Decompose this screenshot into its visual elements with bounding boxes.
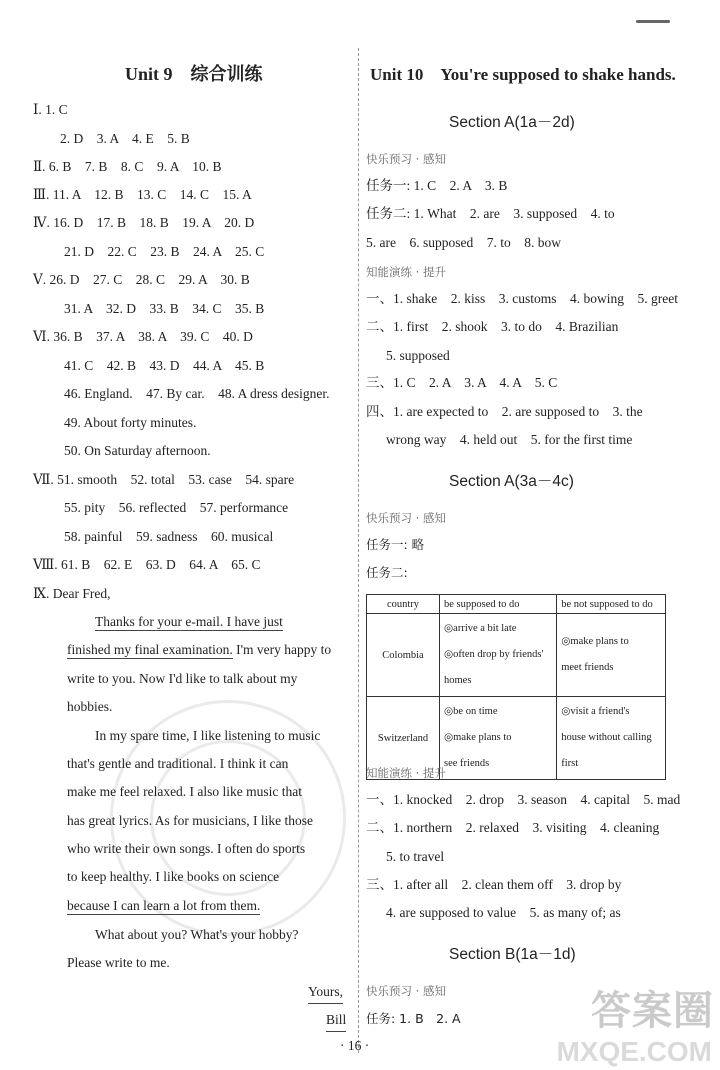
table-cell-country: Switzerland bbox=[367, 697, 440, 780]
practice-line: 四、1. are expected to 2. are supposed to 3. the bbox=[366, 404, 643, 419]
letter-line-underlined: finished my final examination. bbox=[67, 642, 233, 657]
letter-signature: Bill bbox=[326, 1010, 346, 1032]
table-cell-line: first bbox=[561, 758, 579, 769]
table-cell-line: see friends bbox=[444, 758, 490, 769]
table-header-cell: country bbox=[367, 595, 440, 614]
s3-task: 任务: 1. B 2. A bbox=[366, 1011, 461, 1026]
answer-line: 55. pity 56. reflected 57. performance bbox=[64, 500, 289, 515]
table-cell-not bbox=[557, 697, 666, 780]
answer-line: 21. D 22. C 23. B 24. A 25. C bbox=[64, 244, 265, 259]
table-cell-line: ◎often drop by friends' bbox=[444, 649, 544, 660]
table-cell-do bbox=[440, 697, 557, 780]
table-cell-line: house without calling bbox=[561, 732, 652, 743]
answer-line: 41. C 42. B 43. D 44. A 45. B bbox=[64, 358, 265, 373]
answer-line: Ⅷ. 61. B 62. E 63. D 64. A 65. C bbox=[33, 557, 261, 572]
letter-line: who write their own songs. I often do sports bbox=[67, 841, 306, 856]
table-cell-do bbox=[440, 614, 557, 697]
answer-line: Ⅴ. 26. D 27. C 28. C 29. A 30. B bbox=[33, 272, 250, 287]
practice-line: 三、1. C 2. A 3. A 4. A 5. C bbox=[366, 375, 558, 390]
watermark-url: MXQE.COM bbox=[556, 1036, 712, 1067]
answer-line: Ⅵ. 36. B 37. A 38. A 39. C 40. D bbox=[33, 329, 253, 344]
practice-subheading-2: 知能演练 · 提升 bbox=[366, 766, 446, 780]
table-cell-line: ◎make plans to bbox=[561, 636, 629, 647]
letter-line-underlined: because I can learn a lot from them. bbox=[67, 898, 261, 913]
letter-line: What about you? What's your hobby? bbox=[95, 927, 299, 942]
watermark-logo: 答案圈 bbox=[591, 989, 714, 1033]
practice-line: 5. supposed bbox=[386, 348, 450, 363]
practice-line: 5. to travel bbox=[386, 849, 445, 864]
practice-line: 一、1. knocked 2. drop 3. season 4. capital 5. mad bbox=[366, 792, 681, 807]
letter-line: write to you. Now I'd like to talk about my bbox=[67, 671, 298, 686]
preview-subheading: 快乐预习 · 感知 bbox=[366, 152, 446, 166]
practice-line: 一、1. shake 2. kiss 3. customs 4. bowing 5. greet bbox=[366, 291, 678, 306]
letter-line: that's gentle and traditional. I think it can bbox=[67, 756, 289, 771]
letter-closing: Yours, bbox=[308, 982, 343, 1004]
letter-line-underlined: Thanks for your e-mail. I have just bbox=[95, 614, 283, 629]
table-cell-line: ◎make plans to bbox=[444, 732, 512, 743]
letter-line: to keep healthy. I like books on science bbox=[67, 869, 280, 884]
answer-line: Ⅲ. 11. A 12. B 13. C 14. C 15. A bbox=[33, 187, 252, 202]
customs-table bbox=[366, 594, 666, 780]
left-title: Unit 9 综合训练 bbox=[125, 64, 263, 84]
answer-line: Ⅱ. 6. B 7. B 8. C 9. A 10. B bbox=[33, 159, 222, 174]
letter-line bbox=[67, 896, 260, 916]
table-row bbox=[367, 614, 666, 697]
practice-line: wrong way 4. held out 5. for the first time bbox=[386, 432, 633, 447]
page-number: · 16 · bbox=[340, 1038, 370, 1053]
practice-line: 二、1. northern 2. relaxed 3. visiting 4. cleaning bbox=[366, 820, 660, 835]
table-cell-line: ◎arrive a bit late bbox=[444, 623, 517, 634]
letter-line bbox=[67, 640, 331, 660]
practice-subheading: 知能演练 · 提升 bbox=[366, 265, 446, 279]
table-header-cell: be supposed to do bbox=[440, 595, 557, 614]
table-cell-line: ◎visit a friend's bbox=[561, 706, 630, 717]
answer-line: 58. painful 59. sadness 60. musical bbox=[64, 529, 274, 544]
practice-line: 三、1. after all 2. clean them off 3. drop by bbox=[366, 877, 622, 892]
table-cell-not bbox=[557, 614, 666, 697]
practice-line: 4. are supposed to value 5. as many of; as bbox=[386, 905, 621, 920]
s2-task2: 任务二: bbox=[366, 565, 408, 580]
practice-line: 二、1. first 2. shook 3. to do 4. Brazilian bbox=[366, 319, 619, 334]
table-header-row bbox=[367, 595, 666, 614]
table-cell-country: Colombia bbox=[367, 614, 440, 697]
task-line: 任务一: 1. C 2. A 3. B bbox=[366, 178, 508, 193]
right-title: Unit 10 You're supposed to shake hands. bbox=[370, 65, 676, 84]
letter-line: has great lyrics. As for musicians, I like those bbox=[67, 813, 313, 828]
section-a1-heading: Section A(1a－2d) bbox=[449, 114, 575, 131]
task-line: 任务二: 1. What 2. are 3. supposed 4. to bbox=[366, 206, 615, 221]
table-cell-line: homes bbox=[444, 675, 472, 686]
letter-line: Please write to me. bbox=[67, 955, 170, 970]
letter-line: In my spare time, I like listening to music bbox=[95, 728, 321, 743]
answer-line: 50. On Saturday afternoon. bbox=[64, 443, 211, 458]
answer-line: Ⅶ. 51. smooth 52. total 53. case 54. spare bbox=[33, 472, 295, 487]
column-divider bbox=[358, 48, 359, 1053]
table-cell-line: meet friends bbox=[561, 662, 614, 673]
task-line: 5. are 6. supposed 7. to 8. bow bbox=[366, 235, 561, 250]
table-header-cell: be not supposed to do bbox=[557, 595, 666, 614]
preview-subheading-3: 快乐预习 · 感知 bbox=[366, 984, 446, 998]
answer-line: Ⅳ. 16. D 17. B 18. B 19. A 20. D bbox=[33, 215, 255, 230]
s2-task1: 任务一: 略 bbox=[366, 537, 425, 552]
answer-line: 46. England. 47. By car. 48. A dress designer. bbox=[64, 386, 330, 401]
letter-greeting: Ⅸ. Dear Fred, bbox=[33, 586, 111, 601]
top-rule bbox=[636, 20, 670, 23]
answer-line: Ⅰ. 1. C bbox=[33, 102, 68, 117]
letter-line bbox=[95, 612, 283, 632]
section-a2-heading: Section A(3a－4c) bbox=[449, 473, 574, 490]
answer-line: 49. About forty minutes. bbox=[64, 415, 197, 430]
preview-subheading-2: 快乐预习 · 感知 bbox=[366, 511, 446, 525]
letter-line: make me feel relaxed. I also like music that bbox=[67, 784, 303, 799]
letter-line: hobbies. bbox=[67, 699, 113, 714]
answer-line: 2. D 3. A 4. E 5. B bbox=[60, 131, 190, 146]
section-b1-heading: Section B(1a－1d) bbox=[449, 946, 576, 963]
answer-line: 31. A 32. D 33. B 34. C 35. B bbox=[64, 301, 265, 316]
table-cell-line: ◎be on time bbox=[444, 706, 498, 717]
letter-line-rest: I'm very happy to bbox=[232, 642, 332, 657]
